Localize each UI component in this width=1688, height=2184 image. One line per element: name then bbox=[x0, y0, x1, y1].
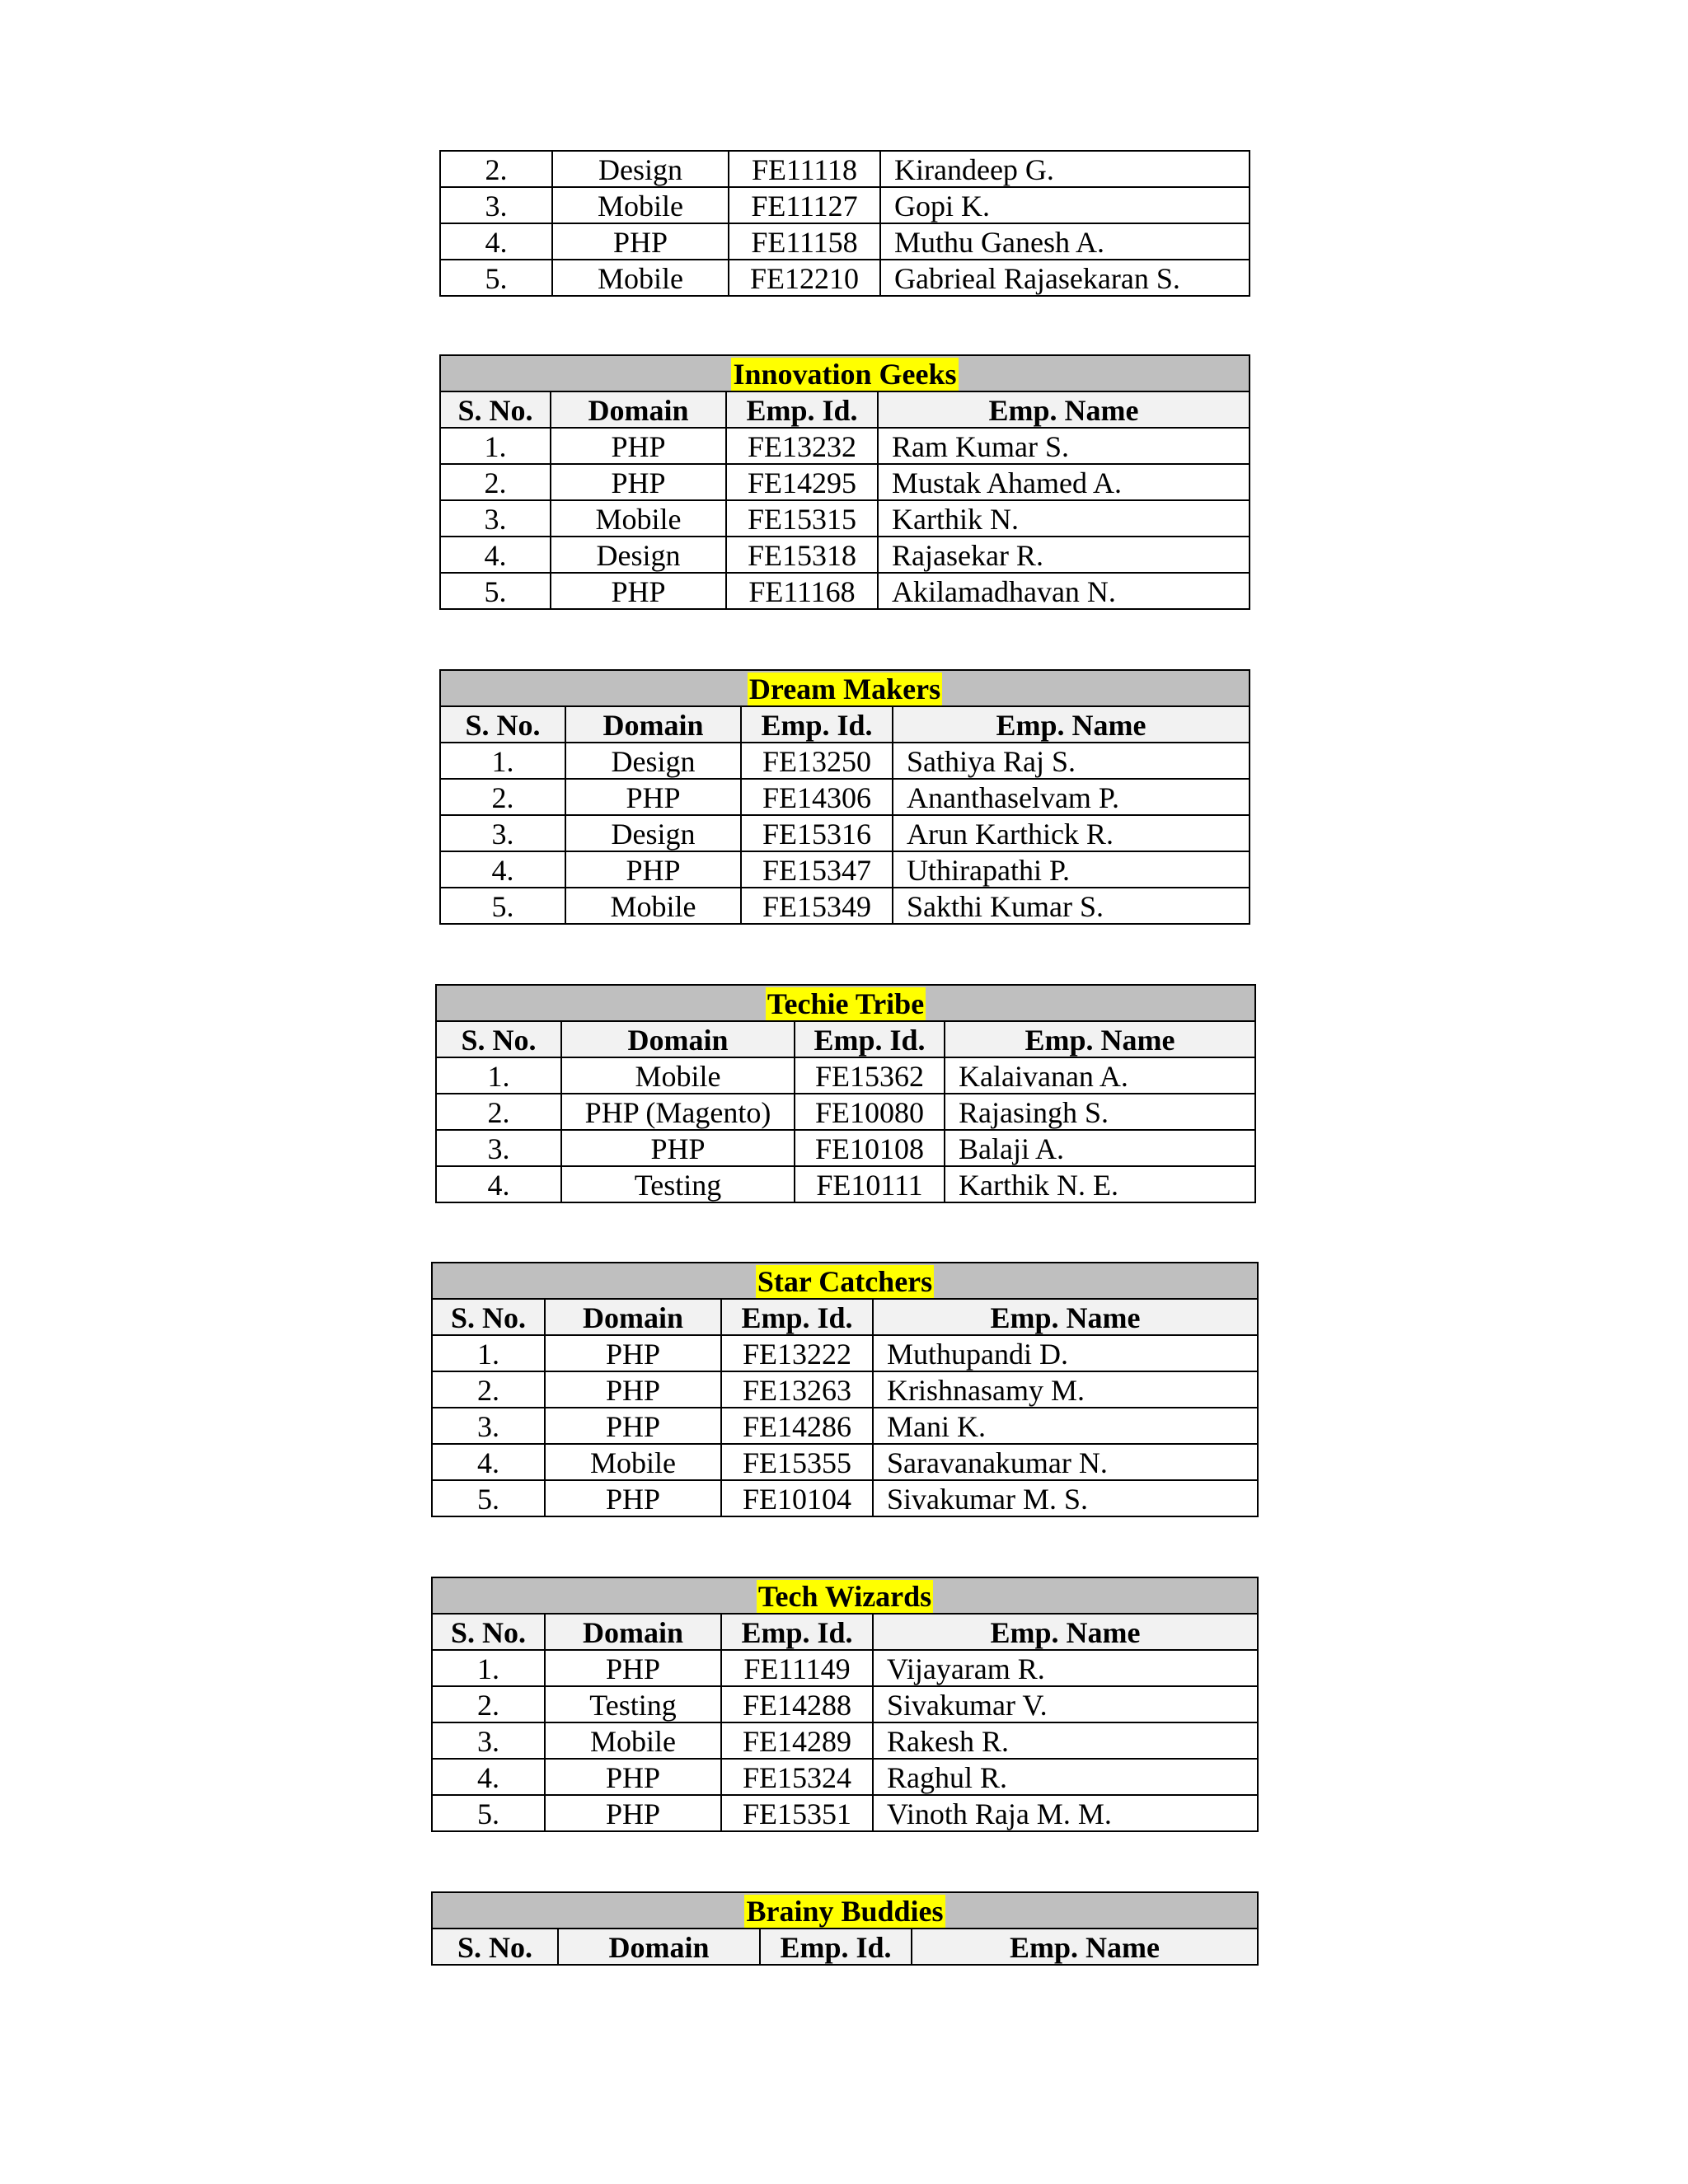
cell-emp-id: FE14295 bbox=[726, 464, 878, 500]
cell-s-no: 2. bbox=[440, 464, 551, 500]
header-domain: Domain bbox=[545, 1299, 721, 1335]
cell-domain: Testing bbox=[545, 1686, 721, 1722]
cell-s-no: 5. bbox=[440, 888, 565, 924]
table-header-row bbox=[432, 1929, 1258, 1965]
table-row bbox=[440, 187, 1250, 223]
cell-emp-id: FE14289 bbox=[721, 1722, 873, 1759]
table-row bbox=[432, 1444, 1258, 1480]
cell-s-no: 1. bbox=[432, 1650, 545, 1686]
cell-emp-id: FE10104 bbox=[721, 1480, 873, 1516]
cell-s-no: 2. bbox=[440, 151, 552, 187]
cell-emp-id: FE11149 bbox=[721, 1650, 873, 1686]
cell-s-no: 2. bbox=[436, 1094, 561, 1130]
cell-emp-id: FE12210 bbox=[729, 260, 880, 296]
cell-s-no: 1. bbox=[436, 1057, 561, 1094]
cell-emp-name: Sakthi Kumar S. bbox=[893, 888, 1250, 924]
cell-emp-name: Sathiya Raj S. bbox=[893, 743, 1250, 779]
cell-domain: Design bbox=[565, 815, 741, 851]
cell-s-no: 5. bbox=[440, 573, 551, 609]
cell-emp-name: Akilamadhavan N. bbox=[878, 573, 1250, 609]
cell-emp-name: Kirandeep G. bbox=[880, 151, 1250, 187]
header-domain: Domain bbox=[565, 706, 741, 743]
cell-emp-id: FE15349 bbox=[741, 888, 893, 924]
cell-emp-id: FE15324 bbox=[721, 1759, 873, 1795]
header-domain: Domain bbox=[551, 391, 726, 428]
table-title-row bbox=[432, 1263, 1258, 1299]
header-emp-id: Emp. Id. bbox=[721, 1614, 873, 1650]
cell-domain: PHP bbox=[545, 1335, 721, 1371]
cell-emp-name: Rajasingh S. bbox=[945, 1094, 1255, 1130]
cell-emp-name: Kalaivanan A. bbox=[945, 1057, 1255, 1094]
cell-emp-id: FE15315 bbox=[726, 500, 878, 537]
cell-domain: Mobile bbox=[565, 888, 741, 924]
cell-s-no: 3. bbox=[440, 815, 565, 851]
cell-emp-name: Muthu Ganesh A. bbox=[880, 223, 1250, 260]
cell-s-no: 5. bbox=[432, 1795, 545, 1831]
cell-emp-name: Rajasekar R. bbox=[878, 537, 1250, 573]
cell-s-no: 4. bbox=[440, 851, 565, 888]
table-row bbox=[436, 1130, 1255, 1166]
cell-emp-name: Ram Kumar S. bbox=[878, 428, 1250, 464]
cell-domain: PHP bbox=[545, 1371, 721, 1408]
cell-domain: PHP (Magento) bbox=[561, 1094, 795, 1130]
table-row bbox=[440, 573, 1250, 609]
team-table bbox=[439, 354, 1250, 610]
table-row bbox=[440, 151, 1250, 187]
header-s-no: S. No. bbox=[432, 1929, 558, 1965]
cell-emp-id: FE11158 bbox=[729, 223, 880, 260]
cell-emp-id: FE14288 bbox=[721, 1686, 873, 1722]
header-emp-id: Emp. Id. bbox=[795, 1021, 945, 1057]
table-row bbox=[440, 500, 1250, 537]
cell-emp-name: Ananthaselvam P. bbox=[893, 779, 1250, 815]
cell-emp-name: Karthik N. E. bbox=[945, 1166, 1255, 1202]
cell-s-no: 2. bbox=[432, 1371, 545, 1408]
table-header-row bbox=[436, 1021, 1255, 1057]
table-row bbox=[432, 1722, 1258, 1759]
cell-emp-id: FE15316 bbox=[741, 815, 893, 851]
cell-emp-name: Raghul R. bbox=[873, 1759, 1258, 1795]
cell-domain: PHP bbox=[552, 223, 729, 260]
cell-domain: Mobile bbox=[552, 187, 729, 223]
header-emp-name: Emp. Name bbox=[873, 1299, 1258, 1335]
header-s-no: S. No. bbox=[432, 1299, 545, 1335]
table-row bbox=[440, 779, 1250, 815]
cell-emp-id: FE13222 bbox=[721, 1335, 873, 1371]
cell-domain: PHP bbox=[561, 1130, 795, 1166]
team-table bbox=[431, 1262, 1259, 1517]
table-row bbox=[440, 743, 1250, 779]
table-row bbox=[440, 815, 1250, 851]
table-row bbox=[432, 1650, 1258, 1686]
table-row bbox=[440, 260, 1250, 296]
team-title: Brainy Buddies bbox=[746, 1895, 944, 1928]
table-row bbox=[432, 1686, 1258, 1722]
table-row bbox=[440, 888, 1250, 924]
cell-domain: Mobile bbox=[545, 1722, 721, 1759]
cell-emp-id: FE10080 bbox=[795, 1094, 945, 1130]
team-title: Innovation Geeks bbox=[733, 358, 957, 391]
cell-emp-name: Vinoth Raja M. M. bbox=[873, 1795, 1258, 1831]
cell-s-no: 4. bbox=[432, 1759, 545, 1795]
cell-emp-name: Mustak Ahamed A. bbox=[878, 464, 1250, 500]
table-title-row bbox=[440, 670, 1250, 706]
cell-emp-name: Balaji A. bbox=[945, 1130, 1255, 1166]
header-emp-id: Emp. Id. bbox=[721, 1299, 873, 1335]
cell-emp-id: FE10108 bbox=[795, 1130, 945, 1166]
team-table bbox=[435, 984, 1256, 1203]
cell-emp-name: Rakesh R. bbox=[873, 1722, 1258, 1759]
team-title: Dream Makers bbox=[748, 673, 941, 705]
table-header-row bbox=[432, 1299, 1258, 1335]
cell-s-no: 5. bbox=[432, 1480, 545, 1516]
table-row bbox=[432, 1335, 1258, 1371]
header-s-no: S. No. bbox=[436, 1021, 561, 1057]
header-s-no: S. No. bbox=[432, 1614, 545, 1650]
team-table bbox=[431, 1891, 1259, 1966]
cell-domain: PHP bbox=[545, 1480, 721, 1516]
cell-s-no: 3. bbox=[440, 187, 552, 223]
cell-emp-name: Karthik N. bbox=[878, 500, 1250, 537]
cell-domain: PHP bbox=[565, 779, 741, 815]
cell-s-no: 5. bbox=[440, 260, 552, 296]
header-emp-name: Emp. Name bbox=[912, 1929, 1258, 1965]
cell-emp-id: FE15318 bbox=[726, 537, 878, 573]
cell-s-no: 1. bbox=[440, 428, 551, 464]
cell-domain: PHP bbox=[545, 1650, 721, 1686]
cell-s-no: 3. bbox=[432, 1408, 545, 1444]
table-row bbox=[432, 1371, 1258, 1408]
header-emp-id: Emp. Id. bbox=[760, 1929, 912, 1965]
cell-domain: PHP bbox=[545, 1408, 721, 1444]
header-emp-id: Emp. Id. bbox=[726, 391, 878, 428]
table-title-row bbox=[432, 1577, 1258, 1614]
header-emp-name: Emp. Name bbox=[873, 1614, 1258, 1650]
header-domain: Domain bbox=[558, 1929, 760, 1965]
header-s-no: S. No. bbox=[440, 706, 565, 743]
cell-emp-name: Sivakumar V. bbox=[873, 1686, 1258, 1722]
table-header-row bbox=[432, 1614, 1258, 1650]
cell-emp-id: FE15347 bbox=[741, 851, 893, 888]
table-row bbox=[432, 1795, 1258, 1831]
cell-s-no: 3. bbox=[440, 500, 551, 537]
table-title-row bbox=[432, 1892, 1258, 1929]
header-domain: Domain bbox=[561, 1021, 795, 1057]
table-row bbox=[440, 464, 1250, 500]
cell-s-no: 4. bbox=[440, 223, 552, 260]
cell-emp-id: FE14286 bbox=[721, 1408, 873, 1444]
cell-s-no: 3. bbox=[432, 1722, 545, 1759]
cell-emp-name: Krishnasamy M. bbox=[873, 1371, 1258, 1408]
team-title: Techie Tribe bbox=[767, 987, 925, 1020]
table-row bbox=[436, 1094, 1255, 1130]
cell-emp-id: FE15351 bbox=[721, 1795, 873, 1831]
cell-emp-id: FE10111 bbox=[795, 1166, 945, 1202]
table-row bbox=[432, 1480, 1258, 1516]
cell-domain: PHP bbox=[551, 573, 726, 609]
header-emp-name: Emp. Name bbox=[893, 706, 1250, 743]
cell-domain: Mobile bbox=[551, 500, 726, 537]
table-row bbox=[440, 537, 1250, 573]
table-row bbox=[440, 428, 1250, 464]
cell-s-no: 3. bbox=[436, 1130, 561, 1166]
cell-emp-id: FE15355 bbox=[721, 1444, 873, 1480]
cell-domain: Testing bbox=[561, 1166, 795, 1202]
table-row bbox=[436, 1166, 1255, 1202]
table-row bbox=[432, 1759, 1258, 1795]
cell-emp-name: Sivakumar M. S. bbox=[873, 1480, 1258, 1516]
table-row bbox=[432, 1408, 1258, 1444]
cell-s-no: 1. bbox=[440, 743, 565, 779]
cell-emp-name: Muthupandi D. bbox=[873, 1335, 1258, 1371]
team-table bbox=[439, 669, 1250, 925]
cell-emp-id: FE13232 bbox=[726, 428, 878, 464]
header-emp-name: Emp. Name bbox=[878, 391, 1250, 428]
cell-s-no: 4. bbox=[436, 1166, 561, 1202]
table-header-row bbox=[440, 391, 1250, 428]
cell-emp-id: FE14306 bbox=[741, 779, 893, 815]
cell-emp-name: Arun Karthick R. bbox=[893, 815, 1250, 851]
table-row bbox=[436, 1057, 1255, 1094]
cell-emp-name: Mani K. bbox=[873, 1408, 1258, 1444]
cell-domain: Mobile bbox=[561, 1057, 795, 1094]
cell-domain: Design bbox=[551, 537, 726, 573]
team-title: Tech Wizards bbox=[757, 1580, 932, 1613]
header-emp-name: Emp. Name bbox=[945, 1021, 1255, 1057]
cell-emp-id: FE11168 bbox=[726, 573, 878, 609]
cell-emp-name: Gabrieal Rajasekaran S. bbox=[880, 260, 1250, 296]
header-emp-id: Emp. Id. bbox=[741, 706, 893, 743]
table-header-row bbox=[440, 706, 1250, 743]
cell-emp-name: Gopi K. bbox=[880, 187, 1250, 223]
cell-domain: Design bbox=[565, 743, 741, 779]
table-title-row bbox=[440, 355, 1250, 391]
cell-emp-id: FE13250 bbox=[741, 743, 893, 779]
cell-domain: Mobile bbox=[545, 1444, 721, 1480]
cell-emp-name: Vijayaram R. bbox=[873, 1650, 1258, 1686]
cell-domain: Design bbox=[552, 151, 729, 187]
cell-domain: Mobile bbox=[552, 260, 729, 296]
cell-emp-name: Saravanakumar N. bbox=[873, 1444, 1258, 1480]
cell-domain: PHP bbox=[545, 1795, 721, 1831]
table-row bbox=[440, 851, 1250, 888]
cell-domain: PHP bbox=[565, 851, 741, 888]
header-domain: Domain bbox=[545, 1614, 721, 1650]
header-s-no: S. No. bbox=[440, 391, 551, 428]
team-table bbox=[439, 150, 1250, 297]
cell-s-no: 4. bbox=[440, 537, 551, 573]
table-row bbox=[440, 223, 1250, 260]
cell-emp-id: FE11127 bbox=[729, 187, 880, 223]
cell-domain: PHP bbox=[551, 464, 726, 500]
cell-emp-name: Uthirapathi P. bbox=[893, 851, 1250, 888]
cell-s-no: 4. bbox=[432, 1444, 545, 1480]
cell-s-no: 2. bbox=[440, 779, 565, 815]
cell-s-no: 1. bbox=[432, 1335, 545, 1371]
cell-emp-id: FE15362 bbox=[795, 1057, 945, 1094]
team-title: Star Catchers bbox=[757, 1265, 933, 1298]
table-title-row bbox=[436, 985, 1255, 1021]
team-table bbox=[431, 1577, 1259, 1832]
cell-s-no: 2. bbox=[432, 1686, 545, 1722]
cell-domain: PHP bbox=[545, 1759, 721, 1795]
cell-emp-id: FE13263 bbox=[721, 1371, 873, 1408]
cell-domain: PHP bbox=[551, 428, 726, 464]
cell-emp-id: FE11118 bbox=[729, 151, 880, 187]
